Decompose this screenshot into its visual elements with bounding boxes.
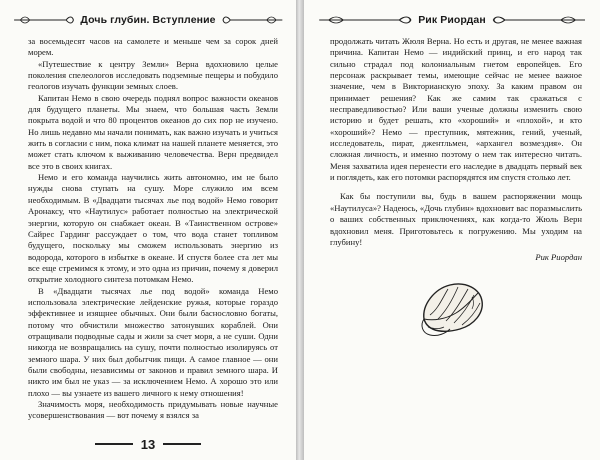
paragraph: Капитан Немо в свою очередь поднял вопрос важности океанов для будущего планеты. Мы знаем, что большая часть Земли покрыта водой и что 80 процентов океанов до сих пор не изучено. Но лишь недавно мы начали понимать, как важно изучать и учиться жить в согласии с ним, пока климат на нашей планете меняется, это может стать ключом к выживанию человечества. Верн предвидел все это в своих книгах. [28,92,278,171]
page-number: 13 [140,436,156,452]
paragraph: Как бы поступили вы, будь в вашем распоряжении мощь «Наутилуса»? Надеюсь, «Дочь глубин» вдохновит вас поразмыслить о ваших собственных приключениях, как когда-то Жюль Верн вдохновил меня. Приготовьтесь к погружению. Мы уходим на глубину! [330,191,582,247]
author-signature: Рик Риордан [535,252,582,263]
divider [95,443,133,445]
right-flourish-icon [222,13,284,27]
paragraph: продолжать читать Жюля Верна. Но есть и другая, не менее важная причина. Капитан Немо — индийский принц, и его народ так сильно страдал под колониальным гнетом европейцев. Его персонаж раскрывает темы, имеющие сейчас не менее важное значение, чем в Викторианскую эпоху. За каким правом он принимает решения? Как же самим так сражаться с несправедливостью? Или ваши ученые должны изменить свою историю и будет решать, кто «хороший» и «плохой», и кто «хороший»? Немо — преступник, мятежник, гений, ученый, исследователь, пират, джентльмен, «архангел возмездия». Он сложная личность, и именно поэтому о нем так интересно читать. Меня захватила идея перенести его наследие в двадцать первый век и поглядеть, как его потомки распорядятся им спустя столько лет. [330,36,582,183]
left-running-head: Дочь глубин. Вступление [80,14,216,26]
right-page-header [316,10,588,30]
book-gutter [296,0,304,460]
left-flourish-icon [316,13,412,27]
left-page [0,0,296,460]
right-page [304,0,600,460]
left-flourish-icon [12,13,74,27]
right-running-head: Рик Риордан [418,14,486,26]
paragraph: Немо и его команда научились жить автономно, им не было нужды снова ступать на сушу. Море служило им всем необходимым. В «Двадцати тысячах лье под водой» Немо говорит Аронаксу, что «Наутилус» работает полностью на электрической энергии, которую он снабжает океан. В «Таинственном острове» Сайрес Гардинг рассуждает о том, что вода станет топливом будущего, поскольку мы сможем использовать энергию из водорода, которого в избытке в океане. И спустя более ста лет мы все еще стремимся к этому, и это одна из причин, почему я доверил открытие холодного синтеза потомкам Немо. [28,172,278,285]
page-number-footer [0,434,296,454]
right-flourish-icon [492,13,588,27]
left-page-text [28,36,278,422]
paragraph: Значимость моря, необходимость придумывать новые научные усовершенствования — вот почему я взялся за [28,399,278,421]
right-page-text [330,36,582,264]
left-page-header [12,10,284,30]
divider [163,443,201,445]
paragraph: за восемьдесят часов на самолете и меньше чем за сорок дней морем. [28,36,278,58]
paragraph: «Путешествие к центру Земли» Верна вдохновило целые поколения спелеологов исследовать подземные пещеры и побудило геологов изучать функции земных слоев. [28,58,278,92]
seashell-icon [416,275,488,341]
paragraph: В «Двадцати тысячах лье под водой» команда Немо использовала электрические лейденские ружья, которые гораздо эффективнее и изящнее обычных. Они были баснословно богаты, потому что обчистили множество затонувших кораблей. Они отращивали подводные сады и жили за счет моря, а не суши. Одни никогда не возвращались на сушу, почти полностью изолируясь от земного шара. У них был добытчик пищи. А самое главное — они были свободны, независимы от законов и правил земного шара. И никто им был не указ — за исключением Немо. А хорошо это или плохо — вы узнаете из вашего личного к нему отношения! [28,285,278,398]
